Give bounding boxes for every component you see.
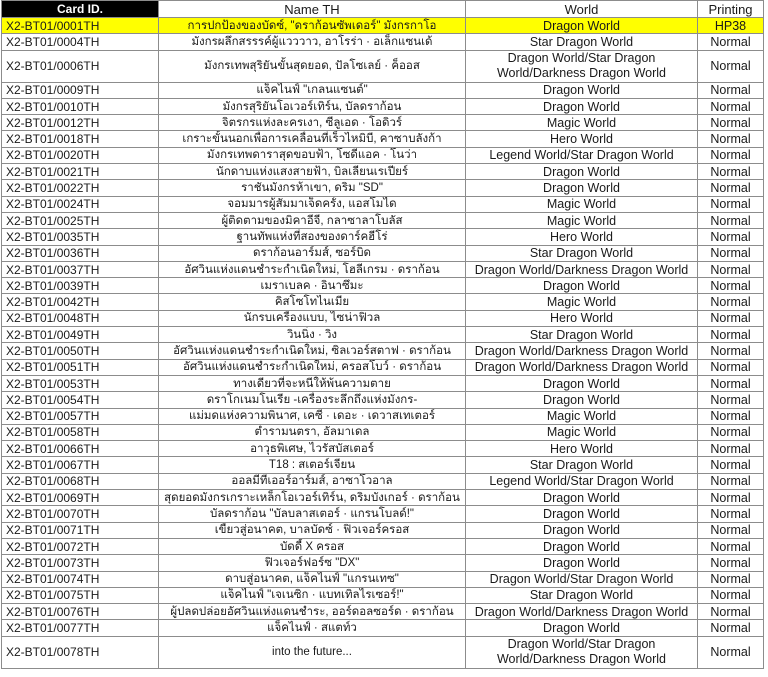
card-id-cell: X2-BT01/0020TH bbox=[2, 147, 159, 163]
name-th-cell: ทางเดียวที่จะหนีให้พ้นความตาย bbox=[159, 375, 466, 391]
card-id-cell: X2-BT01/0067TH bbox=[2, 457, 159, 473]
world-cell: Dragon World bbox=[466, 506, 698, 522]
table-row bbox=[2, 506, 764, 522]
table-row bbox=[2, 424, 764, 440]
table-row bbox=[2, 392, 764, 408]
world-cell: Dragon World bbox=[466, 18, 698, 34]
printing-cell: Normal bbox=[698, 457, 764, 473]
card-id-cell: X2-BT01/0050TH bbox=[2, 343, 159, 359]
printing-cell: Normal bbox=[698, 82, 764, 98]
table-row bbox=[2, 115, 764, 131]
name-th-cell: มังกรเทพดาราสุดขอบฟ้า, โซดีแอค · โนว่า bbox=[159, 147, 466, 163]
world-cell: Magic World bbox=[466, 294, 698, 310]
table-row bbox=[2, 82, 764, 98]
name-th-cell: ดราก้อนอาร์มส์, ซอร์บิด bbox=[159, 245, 466, 261]
card-id-cell: X2-BT01/0072TH bbox=[2, 538, 159, 554]
table-row bbox=[2, 261, 764, 277]
world-cell: Hero World bbox=[466, 131, 698, 147]
card-id-cell: X2-BT01/0024TH bbox=[2, 196, 159, 212]
printing-cell: Normal bbox=[698, 115, 764, 131]
card-id-cell: X2-BT01/0078TH bbox=[2, 636, 159, 668]
printing-cell: Normal bbox=[698, 408, 764, 424]
card-id-cell: X2-BT01/0001TH bbox=[2, 18, 159, 34]
world-cell: Dragon World bbox=[466, 82, 698, 98]
world-cell: Dragon World/Star Dragon World/Darkness Dragon World bbox=[466, 50, 698, 82]
table-row bbox=[2, 408, 764, 424]
name-th-cell: อาวุธพิเศษ, ไวรัสบัสเตอร์ bbox=[159, 441, 466, 457]
table-row bbox=[2, 343, 764, 359]
printing-cell: Normal bbox=[698, 392, 764, 408]
card-id-cell: X2-BT01/0073TH bbox=[2, 555, 159, 571]
name-th-cell: นักดาบแห่งแสงสายฟ้า, บิลเลียนเรเปียร์ bbox=[159, 164, 466, 180]
table-row bbox=[2, 457, 764, 473]
table-row bbox=[2, 98, 764, 114]
printing-cell: Normal bbox=[698, 506, 764, 522]
table-row bbox=[2, 604, 764, 620]
name-th-cell: ดาบสู่อนาคต, แจ็คไนฟ์ "แกรนเทซ" bbox=[159, 571, 466, 587]
printing-cell: Normal bbox=[698, 473, 764, 489]
world-cell: Dragon World bbox=[466, 392, 698, 408]
card-id-cell: X2-BT01/0054TH bbox=[2, 392, 159, 408]
name-th-cell: การปกป้องของบัดซ์, "ดราก้อนซัพเดอร์" มังกรกาโอ bbox=[159, 18, 466, 34]
card-id-cell: X2-BT01/0076TH bbox=[2, 604, 159, 620]
name-th-cell: แจ็คไนฟ์ "เจเนซิก · แบทเทิลไรเซอร์!" bbox=[159, 587, 466, 603]
name-th-cell: จิตรกรแห่งละครเงา, ซีลูเอด · โอดิวร์ bbox=[159, 115, 466, 131]
card-id-cell: X2-BT01/0053TH bbox=[2, 375, 159, 391]
printing-cell: Normal bbox=[698, 278, 764, 294]
world-cell: Dragon World/Darkness Dragon World bbox=[466, 604, 698, 620]
world-cell: Star Dragon World bbox=[466, 245, 698, 261]
header-printing: Printing bbox=[698, 1, 764, 18]
name-th-cell: นักรบเครื่องแบบ, ไซน่าฟิวล bbox=[159, 310, 466, 326]
card-id-cell: X2-BT01/0068TH bbox=[2, 473, 159, 489]
world-cell: Dragon World bbox=[466, 620, 698, 636]
header-row bbox=[2, 1, 764, 18]
printing-cell: Normal bbox=[698, 424, 764, 440]
world-cell: Dragon World bbox=[466, 98, 698, 114]
printing-cell: Normal bbox=[698, 131, 764, 147]
name-th-cell: สุดยอดมังกรเกราะเหล็กโอเวอร์เทิร์น, ดริมบังเกอร์ · ดราก้อน bbox=[159, 490, 466, 506]
card-id-cell: X2-BT01/0006TH bbox=[2, 50, 159, 82]
name-th-cell: เกราะขั้นนอกเพื่อการเคลื่อนที่เร็วไหมิบี, คาซาบลังก้า bbox=[159, 131, 466, 147]
printing-cell: Normal bbox=[698, 147, 764, 163]
card-id-cell: X2-BT01/0022TH bbox=[2, 180, 159, 196]
printing-cell: Normal bbox=[698, 522, 764, 538]
header-world: World bbox=[466, 1, 698, 18]
printing-cell: Normal bbox=[698, 604, 764, 620]
name-th-cell: ราชันมังกรห้าเขา, ดริม "SD" bbox=[159, 180, 466, 196]
name-th-cell: ดราโกเนมโนเรีย -เครื่องระลึกถึงแห่งมังกร- bbox=[159, 392, 466, 408]
world-cell: Star Dragon World bbox=[466, 34, 698, 50]
card-id-cell: X2-BT01/0025TH bbox=[2, 212, 159, 228]
name-th-cell: ผู้ติดตามของมิคาอีจี, กลาซาลาโบลัส bbox=[159, 212, 466, 228]
card-id-cell: X2-BT01/0021TH bbox=[2, 164, 159, 180]
name-th-cell: บัลดราก้อน "บัลบลาสเตอร์ · แกรนโบลด์!" bbox=[159, 506, 466, 522]
world-cell: Dragon World bbox=[466, 375, 698, 391]
table-row bbox=[2, 490, 764, 506]
card-id-cell: X2-BT01/0009TH bbox=[2, 82, 159, 98]
world-cell: Magic World bbox=[466, 196, 698, 212]
printing-cell: Normal bbox=[698, 196, 764, 212]
table-row bbox=[2, 571, 764, 587]
world-cell: Legend World/Star Dragon World bbox=[466, 147, 698, 163]
card-id-cell: X2-BT01/0049TH bbox=[2, 327, 159, 343]
printing-cell: Normal bbox=[698, 34, 764, 50]
card-id-cell: X2-BT01/0074TH bbox=[2, 571, 159, 587]
world-cell: Dragon World bbox=[466, 180, 698, 196]
name-th-cell: อัศวินแห่งแดนชำระกำเนิดใหม่, ครอสโบว์ · ดราก้อน bbox=[159, 359, 466, 375]
table-row bbox=[2, 327, 764, 343]
name-th-cell: เมราเบลค · อินาซึมะ bbox=[159, 278, 466, 294]
card-id-cell: X2-BT01/0004TH bbox=[2, 34, 159, 50]
table-row bbox=[2, 620, 764, 636]
name-th-cell: ผู้ปลดปล่อยอัศวินแห่งแดนชำระ, ออร์ดอลซอร์ด · ดราก้อน bbox=[159, 604, 466, 620]
printing-cell: Normal bbox=[698, 245, 764, 261]
world-cell: Hero World bbox=[466, 229, 698, 245]
world-cell: Dragon World bbox=[466, 278, 698, 294]
world-cell: Dragon World/Star Dragon World bbox=[466, 571, 698, 587]
card-id-cell: X2-BT01/0069TH bbox=[2, 490, 159, 506]
printing-cell: Normal bbox=[698, 620, 764, 636]
printing-cell: Normal bbox=[698, 294, 764, 310]
printing-cell: Normal bbox=[698, 587, 764, 603]
card-id-cell: X2-BT01/0042TH bbox=[2, 294, 159, 310]
printing-cell: Normal bbox=[698, 180, 764, 196]
world-cell: Legend World/Star Dragon World bbox=[466, 473, 698, 489]
printing-cell: Normal bbox=[698, 327, 764, 343]
world-cell: Dragon World bbox=[466, 555, 698, 571]
card-id-cell: X2-BT01/0066TH bbox=[2, 441, 159, 457]
name-th-cell: มังกรผลึกสรรรค์ผู้แวววาว, อาโรร่า · อเล็กแซนเด้ bbox=[159, 34, 466, 50]
name-th-cell: จอมมารผู้สัมมาเจ็ดครั้ง, แอสโมได bbox=[159, 196, 466, 212]
world-cell: Star Dragon World bbox=[466, 457, 698, 473]
table-row bbox=[2, 636, 764, 668]
name-th-cell: คิสโซโทไนเมีย bbox=[159, 294, 466, 310]
printing-cell: Normal bbox=[698, 50, 764, 82]
table-row bbox=[2, 34, 764, 50]
name-th-cell: วินนิ่ง · วิง bbox=[159, 327, 466, 343]
world-cell: Dragon World bbox=[466, 538, 698, 554]
name-th-cell: T18 : สเตอร์เจียน bbox=[159, 457, 466, 473]
printing-cell: Normal bbox=[698, 310, 764, 326]
card-id-cell: X2-BT01/0075TH bbox=[2, 587, 159, 603]
name-th-cell: ตำรามนตรา, อัลมาเดล bbox=[159, 424, 466, 440]
printing-cell: Normal bbox=[698, 343, 764, 359]
card-list-table bbox=[1, 0, 764, 669]
name-th-cell: เขี้ยวสู่อนาคต, บาลบัดซ์ · ฟิวเจอร์ครอส bbox=[159, 522, 466, 538]
header-card-id: Card ID. bbox=[2, 1, 159, 18]
table-row bbox=[2, 180, 764, 196]
name-th-cell: into the future... bbox=[159, 636, 466, 668]
table-row bbox=[2, 278, 764, 294]
card-id-cell: X2-BT01/0012TH bbox=[2, 115, 159, 131]
world-cell: Dragon World/Darkness Dragon World bbox=[466, 261, 698, 277]
card-id-cell: X2-BT01/0018TH bbox=[2, 131, 159, 147]
card-id-cell: X2-BT01/0039TH bbox=[2, 278, 159, 294]
table-row bbox=[2, 441, 764, 457]
table-row bbox=[2, 587, 764, 603]
name-th-cell: อัศวินแห่งแดนชำระกำเนิดใหม่, ซิลเวอร์สตาฟ · ดราก้อน bbox=[159, 343, 466, 359]
printing-cell: Normal bbox=[698, 441, 764, 457]
table-row bbox=[2, 131, 764, 147]
name-th-cell: แจ็คไนฟ์ "เกลนแซนต์" bbox=[159, 82, 466, 98]
name-th-cell: มังกรเทพสุริยันขั้นสุดยอด, ปัลโซเลย์ · ค็ออส bbox=[159, 50, 466, 82]
table-row bbox=[2, 18, 764, 34]
printing-cell: Normal bbox=[698, 636, 764, 668]
name-th-cell: ฐานทัพแห่งที่สองของดาร์คฮีโร่ bbox=[159, 229, 466, 245]
world-cell: Magic World bbox=[466, 115, 698, 131]
world-cell: Magic World bbox=[466, 212, 698, 228]
world-cell: Dragon World bbox=[466, 164, 698, 180]
world-cell: Dragon World bbox=[466, 490, 698, 506]
table-row bbox=[2, 538, 764, 554]
name-th-cell: มังกรสุริยันโอเวอร์เทิร์น, บัลดราก้อน bbox=[159, 98, 466, 114]
card-id-cell: X2-BT01/0077TH bbox=[2, 620, 159, 636]
world-cell: Star Dragon World bbox=[466, 587, 698, 603]
printing-cell: Normal bbox=[698, 212, 764, 228]
table-row bbox=[2, 294, 764, 310]
name-th-cell: แม่มดแห่งความพินาศ, เคซี · เดอะ · เดวาสเทเตอร์ bbox=[159, 408, 466, 424]
table-row bbox=[2, 229, 764, 245]
card-id-cell: X2-BT01/0070TH bbox=[2, 506, 159, 522]
world-cell: Dragon World bbox=[466, 522, 698, 538]
printing-cell: HP38 bbox=[698, 18, 764, 34]
world-cell: Hero World bbox=[466, 441, 698, 457]
card-id-cell: X2-BT01/0036TH bbox=[2, 245, 159, 261]
card-id-cell: X2-BT01/0037TH bbox=[2, 261, 159, 277]
printing-cell: Normal bbox=[698, 261, 764, 277]
printing-cell: Normal bbox=[698, 555, 764, 571]
printing-cell: Normal bbox=[698, 538, 764, 554]
name-th-cell: บัดดี้ X ครอส bbox=[159, 538, 466, 554]
table-row bbox=[2, 164, 764, 180]
card-id-cell: X2-BT01/0051TH bbox=[2, 359, 159, 375]
card-id-cell: X2-BT01/0071TH bbox=[2, 522, 159, 538]
card-id-cell: X2-BT01/0057TH bbox=[2, 408, 159, 424]
world-cell: Magic World bbox=[466, 424, 698, 440]
world-cell: Dragon World/Darkness Dragon World bbox=[466, 359, 698, 375]
name-th-cell: แจ็คไนฟ์ · สแตท์ว bbox=[159, 620, 466, 636]
table-body bbox=[2, 18, 764, 669]
printing-cell: Normal bbox=[698, 375, 764, 391]
card-id-cell: X2-BT01/0048TH bbox=[2, 310, 159, 326]
world-cell: Hero World bbox=[466, 310, 698, 326]
table-row bbox=[2, 212, 764, 228]
table-row bbox=[2, 522, 764, 538]
table-row bbox=[2, 375, 764, 391]
table-row bbox=[2, 50, 764, 82]
printing-cell: Normal bbox=[698, 164, 764, 180]
world-cell: Star Dragon World bbox=[466, 327, 698, 343]
world-cell: Dragon World/Darkness Dragon World bbox=[466, 343, 698, 359]
card-id-cell: X2-BT01/0058TH bbox=[2, 424, 159, 440]
printing-cell: Normal bbox=[698, 229, 764, 245]
card-id-cell: X2-BT01/0035TH bbox=[2, 229, 159, 245]
table-row bbox=[2, 555, 764, 571]
name-th-cell: ฟิวเจอร์ฟอร์ซ "DX" bbox=[159, 555, 466, 571]
world-cell: Magic World bbox=[466, 408, 698, 424]
name-th-cell: ออลมีทีเออร์อาร์มส์, อาซาโวอาล bbox=[159, 473, 466, 489]
printing-cell: Normal bbox=[698, 571, 764, 587]
printing-cell: Normal bbox=[698, 490, 764, 506]
world-cell: Dragon World/Star Dragon World/Darkness Dragon World bbox=[466, 636, 698, 668]
table-row bbox=[2, 359, 764, 375]
table-row bbox=[2, 147, 764, 163]
table-row bbox=[2, 245, 764, 261]
name-th-cell: อัศวินแห่งแดนชำระกำเนิดใหม่, โฮลีเกรม · ดราก้อน bbox=[159, 261, 466, 277]
card-id-cell: X2-BT01/0010TH bbox=[2, 98, 159, 114]
table-row bbox=[2, 196, 764, 212]
table-row bbox=[2, 310, 764, 326]
printing-cell: Normal bbox=[698, 359, 764, 375]
table-row bbox=[2, 473, 764, 489]
printing-cell: Normal bbox=[698, 98, 764, 114]
header-name: Name TH bbox=[159, 1, 466, 18]
